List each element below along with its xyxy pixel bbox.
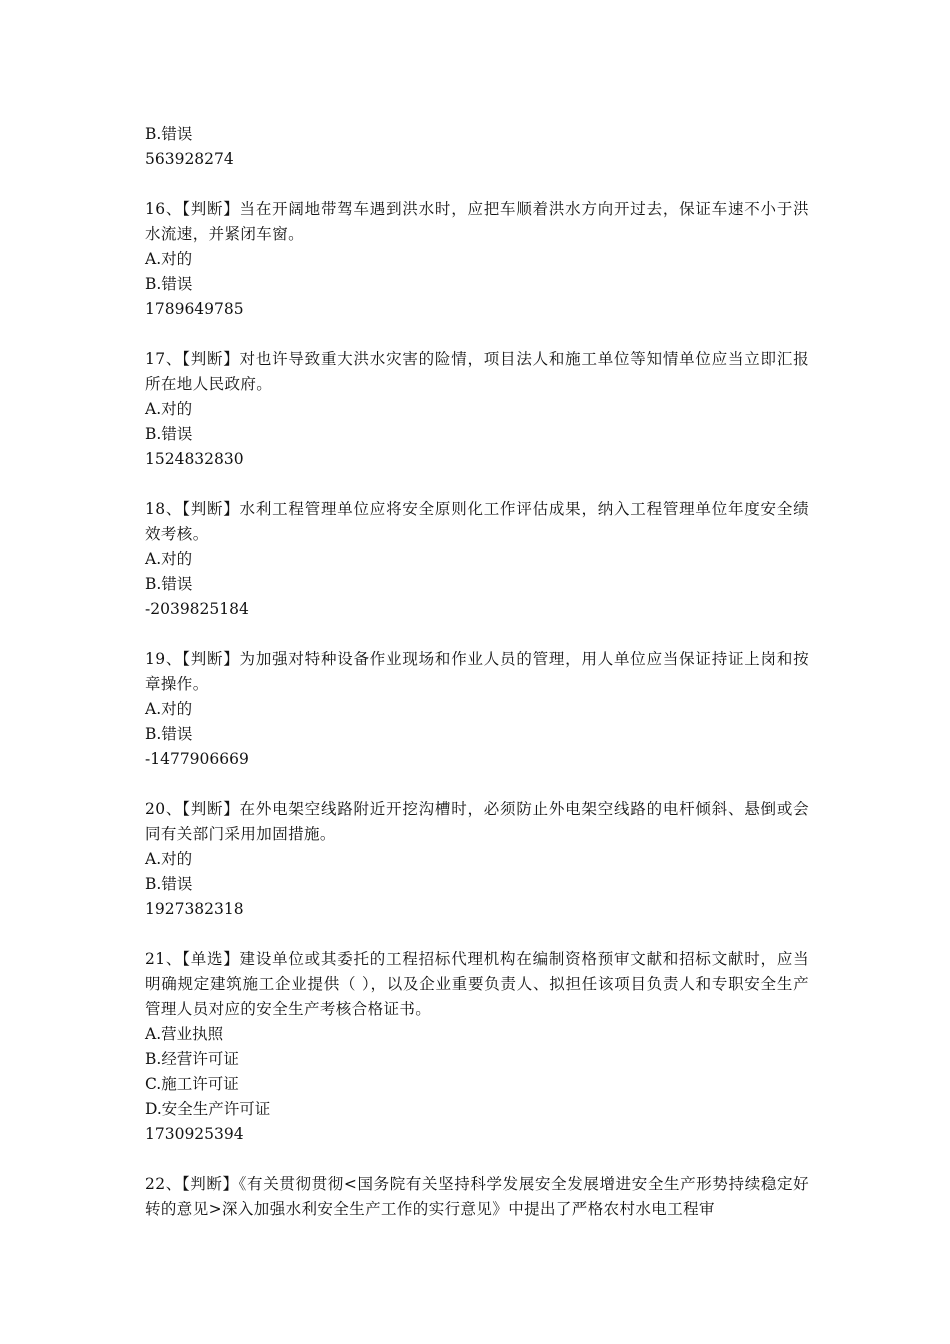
option-a: A.对的 <box>145 700 193 718</box>
question-code: -1477906669 <box>145 750 249 768</box>
question-16 <box>145 197 809 322</box>
question-17 <box>145 347 809 472</box>
option-a: A.对的 <box>145 250 193 268</box>
document-page <box>145 122 809 1222</box>
question-code: 1730925394 <box>145 1125 244 1143</box>
question-code: -2039825184 <box>145 600 249 618</box>
option-b: B.错误 <box>145 725 193 743</box>
question-text: 19、【判断】为加强对特种设备作业现场和作业人员的管理，用人单位应当保证持证上岗和按章操作。 <box>145 650 809 693</box>
question-code: 563928274 <box>145 150 234 168</box>
question-text: 21、【单选】建设单位或其委托的工程招标代理机构在编制资格预审文献和招标文献时，应当明确规定建筑施工企业提供（ ），以及企业重要负责人、拟担任该项目负责人和专职安全生产管理人员对应的安全生产考核合格证书。 <box>145 950 809 1018</box>
question-text: 22、【判断】《有关贯彻贯彻<国务院有关坚持科学发展安全发展增进安全生产形势持续稳定好转的意见>深入加强水利安全生产工作的实行意见》中提出了严格农村水电工程审 <box>145 1175 809 1218</box>
option-b: B.错误 <box>145 425 193 443</box>
option-a: A.对的 <box>145 400 193 418</box>
option-b: B.错误 <box>145 575 193 593</box>
question-20 <box>145 797 809 922</box>
option-b: B.错误 <box>145 875 193 893</box>
question-15-tail <box>145 122 809 172</box>
option-a: A.对的 <box>145 850 193 868</box>
question-18 <box>145 497 809 622</box>
question-text: 17、【判断】对也许导致重大洪水灾害的险情，项目法人和施工单位等知情单位应当立即汇报所在地人民政府。 <box>145 350 809 393</box>
option-a: A.营业执照 <box>145 1025 224 1043</box>
question-code: 1789649785 <box>145 300 244 318</box>
question-19 <box>145 647 809 772</box>
option-d: D.安全生产许可证 <box>145 1100 271 1118</box>
question-code: 1524832830 <box>145 450 244 468</box>
question-text: 16、【判断】当在开阔地带驾车遇到洪水时，应把车顺着洪水方向开过去，保证车速不小于洪水流速，并紧闭车窗。 <box>145 200 809 243</box>
option-b: B.经营许可证 <box>145 1050 239 1068</box>
option-a: A.对的 <box>145 550 193 568</box>
question-21 <box>145 947 809 1147</box>
question-code: 1927382318 <box>145 900 244 918</box>
option-b: B.错误 <box>145 275 193 293</box>
question-text: 18、【判断】水利工程管理单位应将安全原则化工作评估成果，纳入工程管理单位年度安全绩效考核。 <box>145 500 809 543</box>
option-b: B.错误 <box>145 125 193 143</box>
option-c: C.施工许可证 <box>145 1075 239 1093</box>
question-text: 20、【判断】在外电架空线路附近开挖沟槽时，必须防止外电架空线路的电杆倾斜、悬倒或会同有关部门采用加固措施。 <box>145 800 809 843</box>
question-22 <box>145 1172 809 1222</box>
